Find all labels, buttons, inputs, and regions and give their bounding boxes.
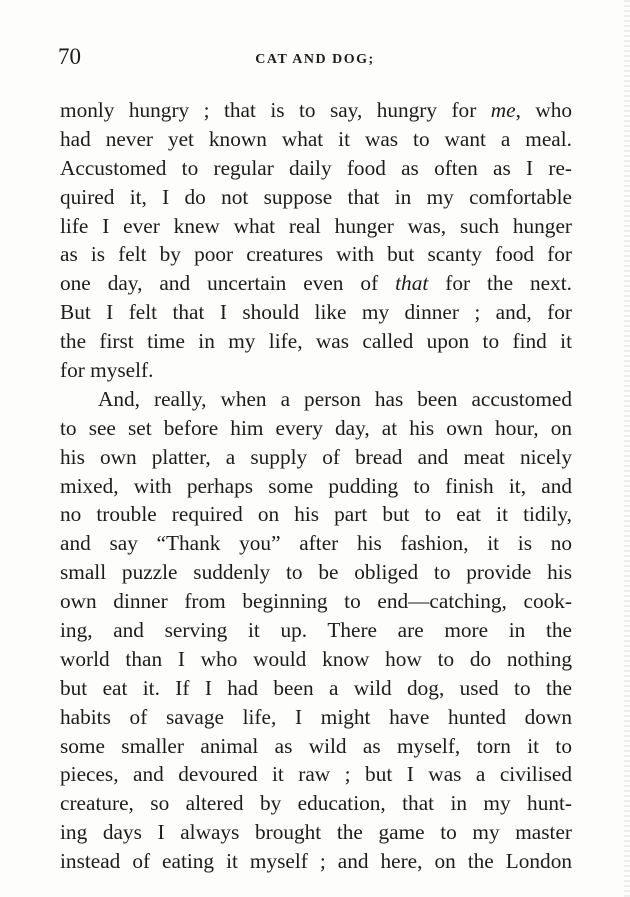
text-line: And, really, when a person has been accustomed: [98, 386, 572, 411]
text-line: had never yet known what it was to want a meal.: [60, 126, 572, 151]
text-line: for myself.: [60, 358, 154, 383]
body-text: [60, 96, 572, 876]
paragraph-1: [60, 96, 572, 385]
text-line: But I felt that I should like my dinner ; and, for: [60, 300, 572, 325]
text-line: and say “Thank you” after his fashion, it is no: [60, 531, 572, 556]
page-edge: [624, 0, 630, 897]
text-line: monly hungry ; that is to say, hungry for me, who: [60, 98, 572, 122]
text-line: as is felt by poor creatures with but scanty food for: [60, 242, 572, 267]
text-line: mixed, with perhaps some pudding to finish it, and: [60, 473, 572, 498]
paragraph-2: [60, 385, 572, 876]
text-line: life I ever knew what real hunger was, such hunger: [60, 213, 572, 238]
text-line: the first time in my life, was called upon to find it: [60, 329, 572, 354]
text-line: ing, and serving it up. There are more in the: [60, 618, 572, 643]
text-line: his own platter, a supply of bread and meat nicely: [60, 444, 572, 469]
running-title: CAT AND DOG;: [255, 52, 375, 67]
text-line: ing days I always brought the game to my master: [60, 820, 572, 845]
text-line: quired it, I do not suppose that in my comfortable: [60, 184, 572, 209]
text-line: but eat it. If I had been a wild dog, used to the: [60, 675, 572, 700]
text-line: creature, so altered by education, that in my hunt-: [60, 791, 572, 816]
text-line: no trouble required on his part but to eat it tidily,: [60, 502, 572, 527]
text-line: some smaller animal as wild as myself, torn it to: [60, 733, 572, 758]
text-line: small puzzle suddenly to be obliged to provide his: [60, 560, 572, 585]
text-line: own dinner from beginning to end—catching, cook-: [60, 589, 572, 614]
text-line: instead of eating it myself ; and here, on the London: [60, 849, 572, 874]
text-line: one day, and uncertain even of that for the next.: [60, 271, 572, 296]
text-line: pieces, and devoured it raw ; but I was a civilised: [60, 762, 572, 787]
text-line: to see set before him every day, at his own hour, on: [60, 415, 572, 440]
text-line: world than I who would know how to do nothing: [60, 646, 572, 671]
text-line: Accustomed to regular daily food as often as I re-: [60, 155, 572, 180]
page-number: 70: [58, 44, 81, 69]
text-line: habits of savage life, I might have hunted down: [60, 704, 572, 729]
